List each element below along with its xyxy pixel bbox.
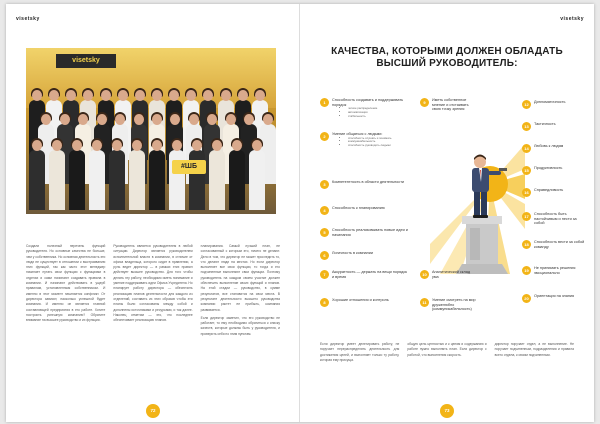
quality-number: 13 — [522, 122, 531, 131]
text-column-1: Если директор умеет делегировать работу, не поручает перераспределять деятельность для достижения целей, и выполняет только ту работу, которая ему присуща. — [320, 342, 400, 362]
quality-number: 16 — [522, 188, 531, 197]
quality-number: 17 — [522, 212, 531, 221]
quality-number: 18 — [522, 240, 531, 249]
quality-item — [522, 240, 588, 249]
quality-item — [522, 294, 588, 303]
left-page — [6, 4, 300, 422]
quality-number: 11 — [420, 298, 429, 307]
person — [249, 150, 265, 210]
photo-sign: visetsky — [56, 54, 116, 68]
quality-item — [320, 298, 410, 307]
quality-subitem: • четкое распределение — [348, 107, 410, 111]
quality-item — [320, 132, 410, 148]
quality-item — [320, 180, 410, 189]
photo-banner: #ШБ — [172, 160, 206, 174]
quality-item — [320, 251, 410, 260]
quality-item — [522, 212, 588, 226]
person — [89, 150, 105, 210]
quality-text: Дипломатичность — [534, 100, 566, 104]
page-number: 72 — [146, 404, 160, 418]
quality-subitem: • способность слушать и понимать — [348, 137, 391, 141]
quality-text: Тактичность — [534, 122, 556, 126]
quality-number: 10 — [420, 270, 429, 279]
quality-subitem: • стабильность — [348, 115, 410, 119]
quality-text: Способность реализовывать новые идеи и начинания — [332, 228, 408, 237]
quality-number: 14 — [522, 144, 531, 153]
right-article-text — [320, 342, 574, 363]
page-title: КАЧЕСТВА, КОТОРЫМИ ДОЛЖЕН ОБЛАДАТЬ ВЫСШИЙ РУКОВОДИТЕЛЬ: — [331, 46, 563, 69]
quality-item — [522, 166, 588, 175]
quality-text: Справедливость — [534, 188, 564, 192]
quality-subitem: • способность руководить людьми — [348, 144, 391, 148]
quality-text: Ориентация на знания — [534, 294, 575, 298]
person — [189, 150, 205, 210]
quality-number: 6 — [320, 251, 329, 260]
quality-text: Компетентность в области деятельности — [332, 180, 405, 184]
quality-item — [320, 270, 410, 279]
quality-item — [522, 266, 588, 275]
quality-number: 7 — [320, 270, 329, 279]
quality-text: Аккуратность — держать на вещи порядок и время — [332, 270, 408, 279]
quality-text: Иметь собственное мнение и отстаивать свою точку зрения — [432, 98, 469, 112]
quality-item — [522, 144, 588, 153]
quality-number: 15 — [522, 166, 531, 175]
person — [109, 150, 125, 210]
person — [49, 150, 65, 210]
person — [129, 150, 145, 210]
quality-item — [420, 270, 476, 279]
quality-sublist — [348, 107, 410, 118]
left-article-text — [26, 244, 280, 337]
quality-text: Умение смотреть на мир дружелюбно (коммуникабельность) — [432, 298, 476, 312]
quality-text: Способность создавать и поддерживать порядок • четкое распределение • автоматизация • стабильность — [332, 98, 410, 119]
quality-item — [320, 206, 410, 215]
person — [229, 150, 245, 210]
quality-number: 12 — [522, 100, 531, 109]
quality-item — [522, 100, 588, 109]
quality-text: Логичность в компании — [332, 251, 373, 255]
quality-item — [522, 122, 588, 131]
quality-item — [320, 228, 410, 237]
quality-text: Способность к планированию — [332, 206, 385, 210]
quality-number: 19 — [522, 266, 531, 275]
quality-text: Продуктивность — [534, 166, 563, 170]
text-column-1: Создали полезный перечень функций руководителя. Но основные качества не больше, чем у собственника. Но основная деятельность эти люди не существует в отношении к выстраиванию этих функций, так как часто этот менеджер начинает путать свои функции с функциями в отделах и сами начинают создавать правила в компании. И начинают действовать в ущерб правилам, установленным собственником. И именно в этот момент начинается конфликт. От директора зависит, насколько успешной будет компания. И именно он является главной составляющей предприятия в его работе. Хотите построить успешную компанию? Обратите внимание на высшее руководство и их функции. — [26, 244, 106, 323]
quality-number: 4 — [320, 206, 329, 215]
quality-text: Любовь к людям — [534, 144, 564, 148]
person — [209, 150, 225, 210]
text-column-3: директор поручает отдел, а не выполнение. Не поручает подчиненным, подразделения и правила всего отдела, к своим подчиненным. — [494, 342, 574, 357]
quality-number: 3 — [320, 180, 329, 189]
quality-number: 9 — [420, 98, 429, 107]
page-number: 73 — [440, 404, 454, 418]
text-column-3: планирования. Самый лучший план, не согласованный с которым это, ничего не делают. Дело в том, что директор не может проследить то, что делают люди на местах. Но если директор выполняет все свои функции, то тогда и его подчиненные выполняют свои функции. Поэтому руководитель на каждом своем участке должен обеспечить выполнение своих функций и планов. На этой стадии — руководство, в сумме результатов, все становится на свои места. В результате деятельности высшего руководства компании растет ее прибыль, компания развивается. Если директор заметил, что его руководство не работает, то ему необходимо обратиться к списку качеств, которые должны быть у руководителя, и проверить себя по этим пунктам. — [200, 244, 280, 336]
quality-sublist — [348, 137, 391, 148]
quality-subitem: • коммуникабельность — [348, 140, 391, 144]
quality-text: Аналитический склад ума — [432, 270, 471, 279]
quality-number: 20 — [522, 294, 531, 303]
quality-text: Способность вести за собой команду — [534, 240, 585, 249]
quality-item — [420, 98, 476, 112]
businessman-illustration — [430, 124, 525, 274]
quality-text: Не принимать решения эмоционально — [534, 266, 576, 275]
person — [149, 150, 165, 210]
right-page — [300, 4, 594, 422]
person — [69, 150, 85, 210]
team-photo — [26, 48, 276, 214]
quality-text: Умение общаться с людьми: • способность слушать и понимать • коммуникабельность • способность руководить людьми — [332, 132, 391, 148]
quality-number: 2 — [320, 132, 329, 141]
quality-subitem: • автоматизация — [348, 111, 410, 115]
quality-item — [420, 298, 476, 312]
text-column-2: общую цель ценностью и к целям и содержанию и работе нужно выполнять план. Если директор с работой, что выполнения скорость. — [407, 342, 487, 357]
quality-number: 8 — [320, 298, 329, 307]
magazine-spread — [6, 4, 594, 422]
quality-text: Хорошие отношения и контроль — [332, 298, 389, 302]
brand-logo: visetsky — [16, 16, 40, 22]
brand-logo: visetsky — [560, 16, 584, 22]
quality-item — [522, 188, 588, 197]
person — [169, 150, 185, 210]
quality-item — [320, 98, 410, 119]
quality-text: Способность быть настойчивым и нести за собой — [534, 212, 577, 226]
person — [29, 150, 45, 210]
quality-number: 5 — [320, 228, 329, 237]
text-column-2: Руководитель является руководителем в любой ситуации. Директор является руководителем исполнительной власти в компании, в отличие от офиса владельца, которого сидит в правлении, а руль ведет директор — в рамках этих правил действует высшее руководство. Для того чтобы делать эту работу, необходимо иметь понимание и умение поддерживать идеи Офиса Учредителя. Но планирует работу директора — обеспечить реализацию планов деятельности для каждого из отделений, составить из этих образов чтобы эти планы были согласованы между собой и дополнены источниками и ресурсами, и так далее. Наконец отметим — это, что последнее обеспечивает реализацию планов. — [113, 244, 193, 323]
quality-number: 1 — [320, 98, 329, 107]
